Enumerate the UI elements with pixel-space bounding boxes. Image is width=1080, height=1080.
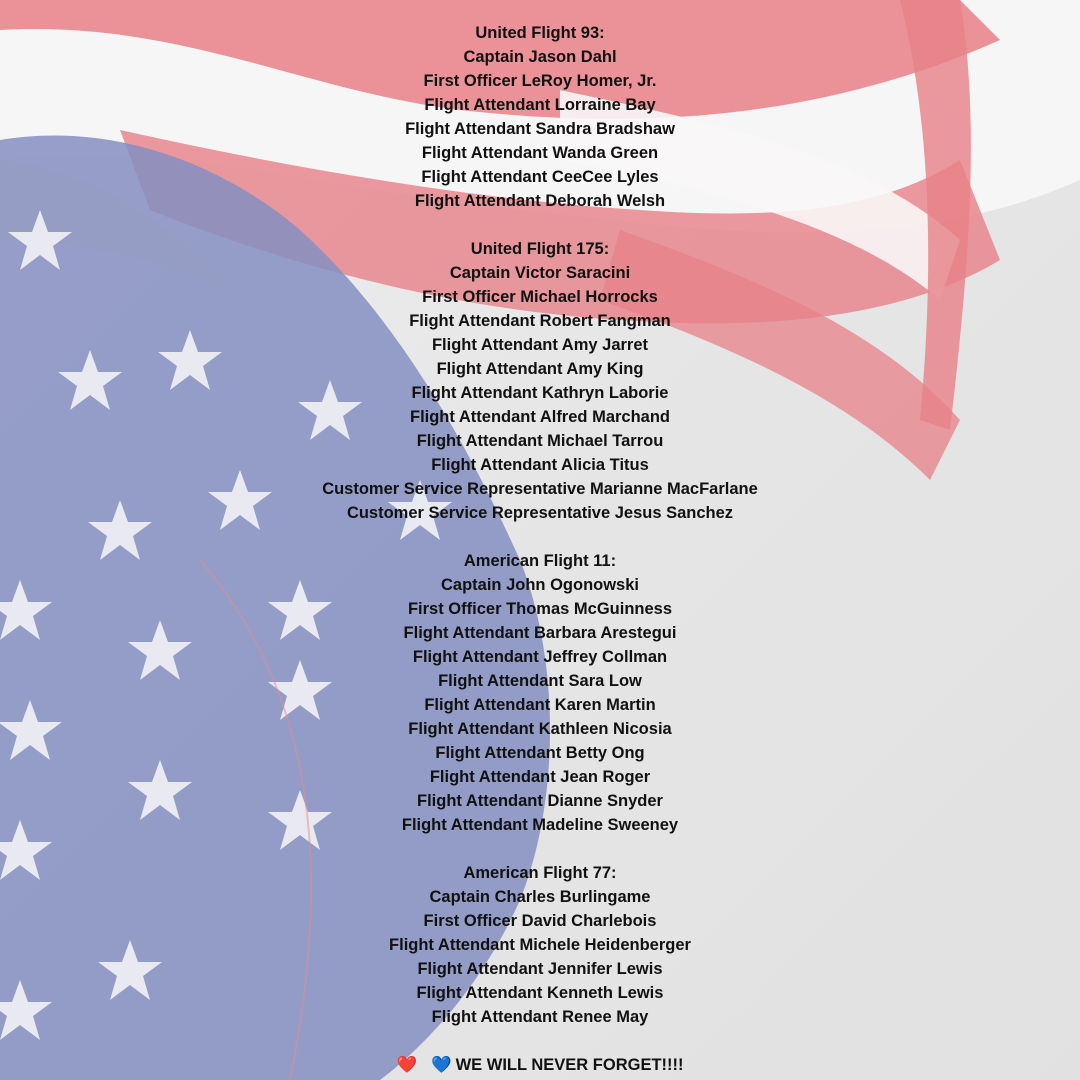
crew-member: Flight Attendant CeeCee Lyles xyxy=(421,168,659,186)
crew-member: Customer Service Representative Jesus Sanchez xyxy=(346,504,734,522)
flight-heading: United Flight 93: xyxy=(475,24,605,42)
crew-member: Captain Charles Burlingame xyxy=(429,888,651,906)
crew-member: Flight Attendant Kathryn Laborie xyxy=(411,384,669,402)
crew-member: Flight Attendant Jennifer Lewis xyxy=(417,960,663,978)
flight-group xyxy=(0,861,1080,1029)
flight-heading: American Flight 77: xyxy=(463,864,617,882)
crew-member: Flight Attendant Betty Ong xyxy=(435,744,645,762)
crew-member: Flight Attendant Michele Heidenberger xyxy=(389,936,691,954)
crew-member: Flight Attendant Jean Roger xyxy=(429,768,651,786)
flight-heading: United Flight 175: xyxy=(470,240,610,258)
flight-group xyxy=(0,549,1080,837)
red-heart-icon: ❤️ xyxy=(396,1056,418,1074)
crew-member: First Officer LeRoy Homer, Jr. xyxy=(423,72,657,90)
crew-member: Flight Attendant Alicia Titus xyxy=(431,456,649,474)
crew-member: Flight Attendant Sandra Bradshaw xyxy=(405,120,675,138)
crew-member: First Officer David Charlebois xyxy=(423,912,657,930)
crew-member: Flight Attendant Lorraine Bay xyxy=(424,96,656,114)
flight-group xyxy=(0,21,1080,213)
crew-member: Flight Attendant Sara Low xyxy=(438,672,642,690)
crew-member: Customer Service Representative Marianne MacFarlane xyxy=(322,480,758,498)
crew-member: Flight Attendant Dianne Snyder xyxy=(417,792,663,810)
crew-member: Flight Attendant Deborah Welsh xyxy=(414,192,666,210)
crew-member: Flight Attendant Michael Tarrou xyxy=(416,432,664,450)
crew-member: Flight Attendant Amy Jarret xyxy=(431,336,649,354)
crew-member: Flight Attendant Karen Martin xyxy=(424,696,656,714)
crew-member: Captain Victor Saracini xyxy=(449,264,631,282)
crew-member: First Officer Thomas McGuinness xyxy=(407,600,673,618)
crew-member: Captain Jason Dahl xyxy=(463,48,617,66)
crew-member: Flight Attendant Madeline Sweeney xyxy=(401,816,679,834)
crew-member: Flight Attendant Wanda Green xyxy=(421,144,659,162)
memorial-text xyxy=(0,21,1080,1077)
closing-text: WE WILL NEVER FORGET!!!! xyxy=(455,1056,684,1074)
crew-member: Flight Attendant Jeffrey Collman xyxy=(412,648,668,666)
crew-member: Captain John Ogonowski xyxy=(440,576,639,594)
blue-heart-icon: 💙 xyxy=(431,1056,452,1074)
crew-member: Flight Attendant Renee May xyxy=(431,1008,649,1026)
closing-line xyxy=(0,1053,1080,1077)
flight-group xyxy=(0,237,1080,525)
crew-member: First Officer Michael Horrocks xyxy=(422,288,658,306)
crew-member: Flight Attendant Amy King xyxy=(436,360,644,378)
crew-member: Flight Attendant Kathleen Nicosia xyxy=(408,720,672,738)
crew-member: Flight Attendant Robert Fangman xyxy=(409,312,671,330)
crew-member: Flight Attendant Kenneth Lewis xyxy=(416,984,664,1002)
crew-member: Flight Attendant Alfred Marchand xyxy=(409,408,671,426)
flight-heading: American Flight 11: xyxy=(463,552,617,570)
crew-member: Flight Attendant Barbara Arestegui xyxy=(403,624,677,642)
